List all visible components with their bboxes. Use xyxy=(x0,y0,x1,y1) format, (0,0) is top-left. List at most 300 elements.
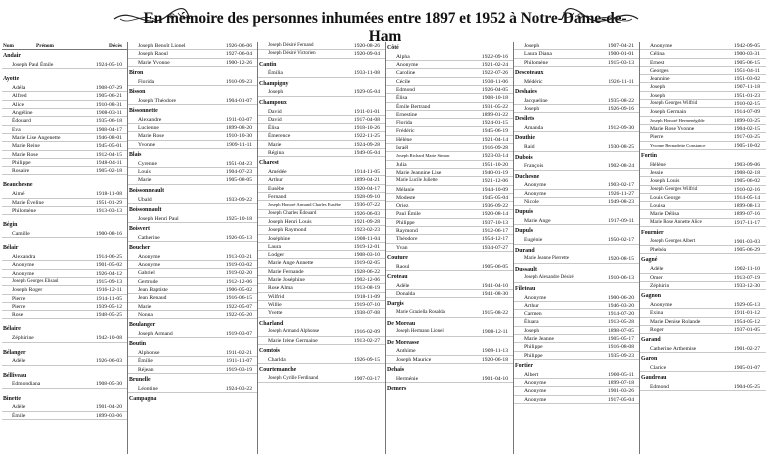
column-header-row xyxy=(2,42,128,50)
person-entry xyxy=(258,141,386,149)
person-entry xyxy=(2,230,128,238)
person-entry xyxy=(258,176,386,184)
death-date: 1911-03-07 xyxy=(226,116,252,123)
family-name-text: Fournier xyxy=(641,230,664,237)
family-name xyxy=(386,271,514,282)
person-entry xyxy=(386,219,514,227)
first-name: Éluara xyxy=(524,319,539,326)
death-date: 1951-03-02 xyxy=(733,76,760,83)
first-name: Exina xyxy=(650,310,664,317)
first-name: Israël xyxy=(396,145,409,152)
family-name xyxy=(640,254,766,265)
person-entry xyxy=(640,274,766,282)
death-date: 1946-08-01 xyxy=(95,134,122,141)
person-entry xyxy=(128,42,258,50)
death-date: 1913-03-21 xyxy=(225,253,252,260)
death-date: 1912-09-30 xyxy=(607,125,634,132)
death-date: 1934-07-27 xyxy=(481,244,508,251)
death-date: 1922-11-25 xyxy=(354,133,380,140)
first-name: Catherine Arthemise xyxy=(650,345,697,352)
first-name: Philomène xyxy=(524,59,548,66)
person-entry xyxy=(128,59,258,67)
death-date: 1909-11-11 xyxy=(226,141,252,148)
death-date: 1923-02-23 xyxy=(353,227,380,234)
first-name: Wilfrid xyxy=(268,293,285,300)
person-entry xyxy=(640,142,766,150)
person-entry xyxy=(128,116,258,124)
death-date: 1904-07-23 xyxy=(225,169,252,176)
death-date: 1941-04-10 xyxy=(481,282,508,289)
person-entry xyxy=(2,84,128,92)
person-entry xyxy=(386,244,514,252)
person-entry xyxy=(514,198,640,206)
person-entry xyxy=(2,334,128,342)
death-date: 1916-06-15 xyxy=(225,295,252,302)
family-name xyxy=(514,206,640,217)
first-name: Lucienne xyxy=(138,125,159,132)
death-date: 1910-10-30 xyxy=(225,133,252,140)
death-date: 1908-07-29 xyxy=(95,85,122,92)
first-name: Joseph Charles Édouard xyxy=(268,210,317,216)
first-name: Joseph Honoré Hermenégilde xyxy=(650,117,705,123)
family-name xyxy=(514,283,640,294)
death-date: 1911-01-12 xyxy=(734,310,760,317)
family-name-text: Bélair xyxy=(3,245,19,252)
death-date: 1936-07-22 xyxy=(353,202,380,209)
family-name xyxy=(514,225,640,236)
family-name-text: Garand xyxy=(641,337,661,344)
death-date: 1910-08-31 xyxy=(95,101,122,108)
person-entry xyxy=(258,116,386,124)
death-date: 1901-04-10 xyxy=(481,375,508,382)
person-entry xyxy=(258,50,386,58)
first-name: Philomène xyxy=(12,207,36,214)
family-name xyxy=(128,393,258,404)
first-name: Marie Jeannine Lise xyxy=(396,169,442,176)
person-entry xyxy=(640,92,766,100)
death-date: 1922-05-07 xyxy=(225,303,252,310)
death-date: 1914-06-25 xyxy=(95,254,122,261)
register-column xyxy=(386,42,514,454)
first-name: Joseph Georges Wilfrid xyxy=(650,186,698,192)
family-name xyxy=(640,227,766,238)
person-entry xyxy=(514,327,640,335)
death-date: 1910-09-23 xyxy=(225,78,252,85)
death-date: 1920-08-26 xyxy=(353,43,380,49)
first-name: François xyxy=(524,163,544,170)
death-date: 1918-11-09 xyxy=(354,293,380,300)
family-name-text: Champigny xyxy=(259,80,289,87)
first-name: Raoul xyxy=(396,263,410,270)
death-date: 1913-07-19 xyxy=(733,274,760,281)
family-name-text: Côté xyxy=(387,45,399,51)
first-name: Marie Joséphine xyxy=(268,277,305,284)
death-date: 1948-05-25 xyxy=(95,312,122,319)
death-date: 1904-05-25 xyxy=(733,384,760,391)
first-name: David xyxy=(268,108,282,115)
person-entry xyxy=(258,309,386,317)
family-name xyxy=(514,152,640,163)
family-name xyxy=(640,353,766,364)
death-date: 1900-08-16 xyxy=(95,230,122,237)
first-name: Alfred xyxy=(12,93,27,100)
person-entry xyxy=(2,270,128,278)
death-date: 1910-06-13 xyxy=(607,275,634,282)
first-name: Lodger xyxy=(268,252,285,259)
person-entry xyxy=(514,302,640,310)
right-ornament-icon xyxy=(560,4,640,34)
death-date: 1913-02-27 xyxy=(353,337,380,344)
first-name: Marie Yvonne xyxy=(138,59,170,66)
first-name: Anonyme xyxy=(524,182,547,189)
person-entry xyxy=(514,352,640,360)
first-name: Médéric xyxy=(524,78,543,85)
person-entry xyxy=(514,294,640,302)
death-date: 1902-08-24 xyxy=(607,163,634,170)
person-entry xyxy=(640,219,766,227)
death-date: 1900-06-20 xyxy=(607,294,634,301)
death-date: 1920-08-14 xyxy=(481,211,508,218)
death-date: 1942-09-05 xyxy=(733,43,760,49)
first-name: Anonyme xyxy=(524,388,547,395)
first-name: Anonyme xyxy=(396,62,419,69)
first-name: Adèle xyxy=(12,358,26,365)
death-date: 1902-12-06 xyxy=(353,277,380,284)
register-column xyxy=(258,42,386,454)
person-entry xyxy=(386,103,514,111)
death-date: 1899-07-16 xyxy=(733,211,760,218)
person-entry xyxy=(258,276,386,284)
first-name: Émile Bertrand xyxy=(396,103,431,110)
person-entry xyxy=(640,75,766,83)
death-date: 1921-09-28 xyxy=(353,218,380,225)
person-entry xyxy=(386,53,514,61)
person-entry xyxy=(514,97,640,105)
death-date: 1951-04-23 xyxy=(225,160,252,167)
person-entry xyxy=(640,125,766,133)
person-entry xyxy=(386,177,514,185)
person-entry xyxy=(386,227,514,235)
person-entry xyxy=(128,311,258,319)
person-entry xyxy=(128,269,258,277)
death-date: 1900-05-11 xyxy=(608,371,634,378)
death-date: 1920-09-04 xyxy=(353,51,380,58)
first-name: Florida xyxy=(138,78,155,85)
death-date: 1949-08-23 xyxy=(607,199,634,206)
death-date: 1908-04-17 xyxy=(95,126,122,133)
person-entry xyxy=(514,310,640,318)
first-name: Hélène xyxy=(650,161,666,168)
person-entry xyxy=(640,42,766,50)
first-name: Raid xyxy=(524,144,535,151)
death-date: 1929-05-13 xyxy=(733,301,760,308)
first-name: Marie Fernande xyxy=(268,268,304,275)
first-name: Joseph Georges Elisaul xyxy=(12,278,59,284)
first-name: Anonyme xyxy=(524,396,547,403)
person-entry xyxy=(386,127,514,135)
death-date: 1937-01-05 xyxy=(733,326,760,333)
family-name-text: Cantin xyxy=(259,61,277,68)
first-name: Émerence xyxy=(268,133,291,140)
person-entry xyxy=(386,78,514,86)
first-name: Jacqueline xyxy=(524,97,548,104)
person-entry xyxy=(258,328,386,336)
death-date: 1919-02-20 xyxy=(225,270,252,277)
death-date: 1908-02-18 xyxy=(733,169,760,176)
person-entry xyxy=(2,253,128,261)
death-date: 1935-08-22 xyxy=(607,97,634,104)
first-name: Eva xyxy=(12,126,21,133)
family-name-text: Courtemanche xyxy=(259,366,297,373)
first-name: Oriez xyxy=(396,203,409,210)
family-name xyxy=(258,364,386,375)
person-entry xyxy=(514,50,640,58)
first-name: Georges xyxy=(650,67,669,74)
family-name-text: Croteau xyxy=(387,274,408,281)
person-entry xyxy=(386,161,514,169)
person-entry xyxy=(386,356,514,364)
first-name: Edmond xyxy=(650,384,669,391)
death-date: 1948-04-11 xyxy=(96,159,122,166)
family-name xyxy=(128,223,258,234)
person-entry xyxy=(258,284,386,292)
person-entry xyxy=(386,210,514,218)
first-name: Clarice xyxy=(650,364,667,371)
first-name: Élisa xyxy=(268,125,280,132)
first-name: Joseph Roger xyxy=(12,287,43,294)
death-date: 1935-09-23 xyxy=(607,352,634,359)
family-name-text: Charest xyxy=(259,160,279,167)
person-entry xyxy=(2,295,128,303)
death-date: 1936-09-22 xyxy=(481,203,508,210)
person-entry xyxy=(386,136,514,144)
family-name-text: Demers xyxy=(387,386,407,393)
death-date: 1908-10-18 xyxy=(481,95,508,102)
death-date: 1916-02-09 xyxy=(353,329,380,336)
death-date: 1919-02-05 xyxy=(353,260,380,267)
person-entry xyxy=(640,161,766,169)
header-name: Nom xyxy=(3,43,14,49)
first-name: Joseph Armand xyxy=(138,331,173,337)
first-name: Marie Lise Angenette xyxy=(12,134,61,141)
first-name: Joseph Louis xyxy=(650,178,680,185)
death-date: 1908-12-11 xyxy=(482,329,508,336)
first-name: Anonyme xyxy=(524,379,547,386)
person-entry xyxy=(128,253,258,261)
death-date: 1924-03-22 xyxy=(225,385,252,392)
first-name: Marie Rose Yvonne xyxy=(650,125,695,132)
death-date: 1919-07-10 xyxy=(353,301,380,308)
first-name: Cécile xyxy=(396,78,411,85)
header-death-date: Décès xyxy=(109,43,122,49)
family-name xyxy=(128,242,258,253)
person-entry xyxy=(128,385,258,393)
first-name: Joseph Alexandre Désiré xyxy=(524,275,574,281)
person-entry xyxy=(128,196,258,204)
first-name: Joséphine xyxy=(268,235,291,242)
person-entry xyxy=(258,201,386,209)
person-entry xyxy=(386,328,514,336)
death-date: 1908-05-30 xyxy=(95,381,122,388)
death-date: 1933-09-22 xyxy=(225,196,252,203)
death-date: 1920-08-15 xyxy=(607,256,634,263)
family-name xyxy=(640,150,766,161)
family-name xyxy=(128,105,258,116)
family-name-text: Champoux xyxy=(259,99,287,106)
death-date: 1905-05-17 xyxy=(607,336,634,342)
family-name xyxy=(386,252,514,263)
family-name-text: Boissonneault xyxy=(129,187,165,194)
family-name-text: Bisson xyxy=(129,88,146,95)
first-name: Marie Ange Annette xyxy=(268,260,314,267)
first-name: Joseph Georges Wilfrid xyxy=(650,101,698,107)
first-name: Marie Denise Rolande xyxy=(650,318,701,325)
death-date: 1903-09-06 xyxy=(733,161,760,168)
person-entry xyxy=(514,124,640,132)
family-name-text: Deshaies xyxy=(515,88,537,95)
family-name xyxy=(514,264,640,275)
first-name: Yvette xyxy=(268,310,283,317)
person-entry xyxy=(386,235,514,243)
death-date: 1907-04-21 xyxy=(607,43,634,49)
person-entry xyxy=(640,345,766,353)
person-entry xyxy=(258,268,386,276)
family-name-text: Boucher xyxy=(129,245,151,252)
family-name xyxy=(128,204,258,215)
death-date: 1912-04-15 xyxy=(95,151,122,158)
first-name: Théodore xyxy=(396,236,418,243)
first-name: Catherine xyxy=(138,234,160,241)
family-name xyxy=(128,374,258,385)
death-date: 1901-04-20 xyxy=(95,404,122,411)
first-name: Frédéric xyxy=(396,128,415,135)
first-name: Joseph Richard Marie Simon xyxy=(396,153,450,159)
person-entry xyxy=(2,199,128,207)
first-name: Marie Graziella Rosalda xyxy=(396,310,445,316)
first-name: Adèle xyxy=(650,266,664,273)
first-name: David xyxy=(268,116,282,123)
death-date: 1921-02-24 xyxy=(481,62,508,69)
person-entry xyxy=(514,217,640,225)
person-entry xyxy=(386,194,514,202)
person-entry xyxy=(258,69,386,77)
death-date: 1924-05-10 xyxy=(95,62,122,69)
death-date: 1916-08-08 xyxy=(607,344,634,351)
person-entry xyxy=(2,303,128,311)
death-date: 1918-10-26 xyxy=(353,125,380,132)
family-name-text: Binette xyxy=(3,395,21,402)
first-name: Florida xyxy=(396,120,413,127)
death-date: 1926-09-16 xyxy=(607,106,634,113)
person-entry xyxy=(128,97,258,105)
person-entry xyxy=(640,265,766,273)
register-column xyxy=(2,42,128,454)
death-date: 1926-06-06 xyxy=(225,43,252,49)
death-date: 1926-04-12 xyxy=(95,270,122,277)
person-entry xyxy=(514,181,640,189)
person-entry xyxy=(640,282,766,290)
family-name xyxy=(258,78,386,89)
person-entry xyxy=(386,347,514,355)
death-date: 1951-10-20 xyxy=(481,161,508,168)
person-entry xyxy=(640,186,766,194)
family-name xyxy=(386,337,514,348)
person-entry xyxy=(2,311,128,319)
first-name: Ernest xyxy=(650,59,665,66)
first-name: Philippe xyxy=(12,159,31,166)
family-name-text: Andair xyxy=(3,53,22,60)
family-name-text: Comtois xyxy=(259,347,280,354)
person-entry xyxy=(514,335,640,343)
death-date: 1915-03-13 xyxy=(607,59,634,66)
death-date: 1905-06-29 xyxy=(733,247,760,254)
family-name-text: Bélanger xyxy=(3,349,26,356)
death-date: 1905-06-02 xyxy=(733,178,760,185)
first-name: Gabriel xyxy=(138,270,155,277)
family-name-text: Duchesne xyxy=(515,173,540,180)
family-name-text: Fortier xyxy=(515,362,533,369)
death-date: 1920-06-18 xyxy=(481,356,508,363)
person-entry xyxy=(258,337,386,345)
person-entry xyxy=(514,255,640,263)
first-name: Phebéa xyxy=(650,247,667,254)
death-date: 1924-09-28 xyxy=(353,141,380,148)
person-entry xyxy=(514,42,640,50)
death-date: 1904-01-07 xyxy=(225,97,252,104)
person-entry xyxy=(514,190,640,198)
first-name: Marie xyxy=(138,177,152,184)
family-name-text: Dussault xyxy=(515,266,537,273)
person-entry xyxy=(514,162,640,170)
first-name: Anonyme xyxy=(650,301,673,308)
death-date: 1941-08-30 xyxy=(481,291,508,298)
first-name: Anonyme xyxy=(138,262,161,269)
person-entry xyxy=(258,210,386,218)
death-date: 1931-05-22 xyxy=(481,103,508,110)
person-entry xyxy=(386,144,514,152)
first-name: Pierre xyxy=(12,295,26,302)
death-date: 1914-07-20 xyxy=(607,311,634,318)
family-name-text: Garon xyxy=(641,356,658,363)
family-name xyxy=(640,290,766,301)
first-name: Alpha xyxy=(396,53,410,60)
first-name: Anonyme xyxy=(650,43,673,49)
person-entry xyxy=(640,364,766,372)
first-name: Émilie xyxy=(138,358,153,365)
death-date: 1924-01-15 xyxy=(481,120,508,127)
death-date: 1901-02-27 xyxy=(733,345,760,352)
first-name: Pierre xyxy=(12,303,26,310)
first-name: Yvonne Bernadette Constance xyxy=(650,142,706,148)
first-name: Marie Rose Annette Alice xyxy=(650,219,702,225)
first-name: Edmondiana xyxy=(12,381,41,388)
family-name-text: Bélaire xyxy=(3,326,21,333)
family-name xyxy=(2,347,128,358)
person-entry xyxy=(386,86,514,94)
person-entry xyxy=(386,152,514,160)
person-entry xyxy=(128,215,258,223)
death-date: 1930-11-06 xyxy=(482,78,508,85)
first-name: Joseph Théodore xyxy=(138,97,176,104)
death-date: 1944-10-09 xyxy=(481,186,508,193)
death-date: 1933-12-30 xyxy=(733,282,760,289)
first-name: Marie Lucile Juliette xyxy=(396,178,438,184)
first-name: Anonyme xyxy=(138,253,161,260)
death-date: 1925-10-18 xyxy=(225,215,252,222)
first-name: Arthur xyxy=(268,177,283,184)
register-column xyxy=(514,42,640,454)
family-name xyxy=(514,132,640,143)
